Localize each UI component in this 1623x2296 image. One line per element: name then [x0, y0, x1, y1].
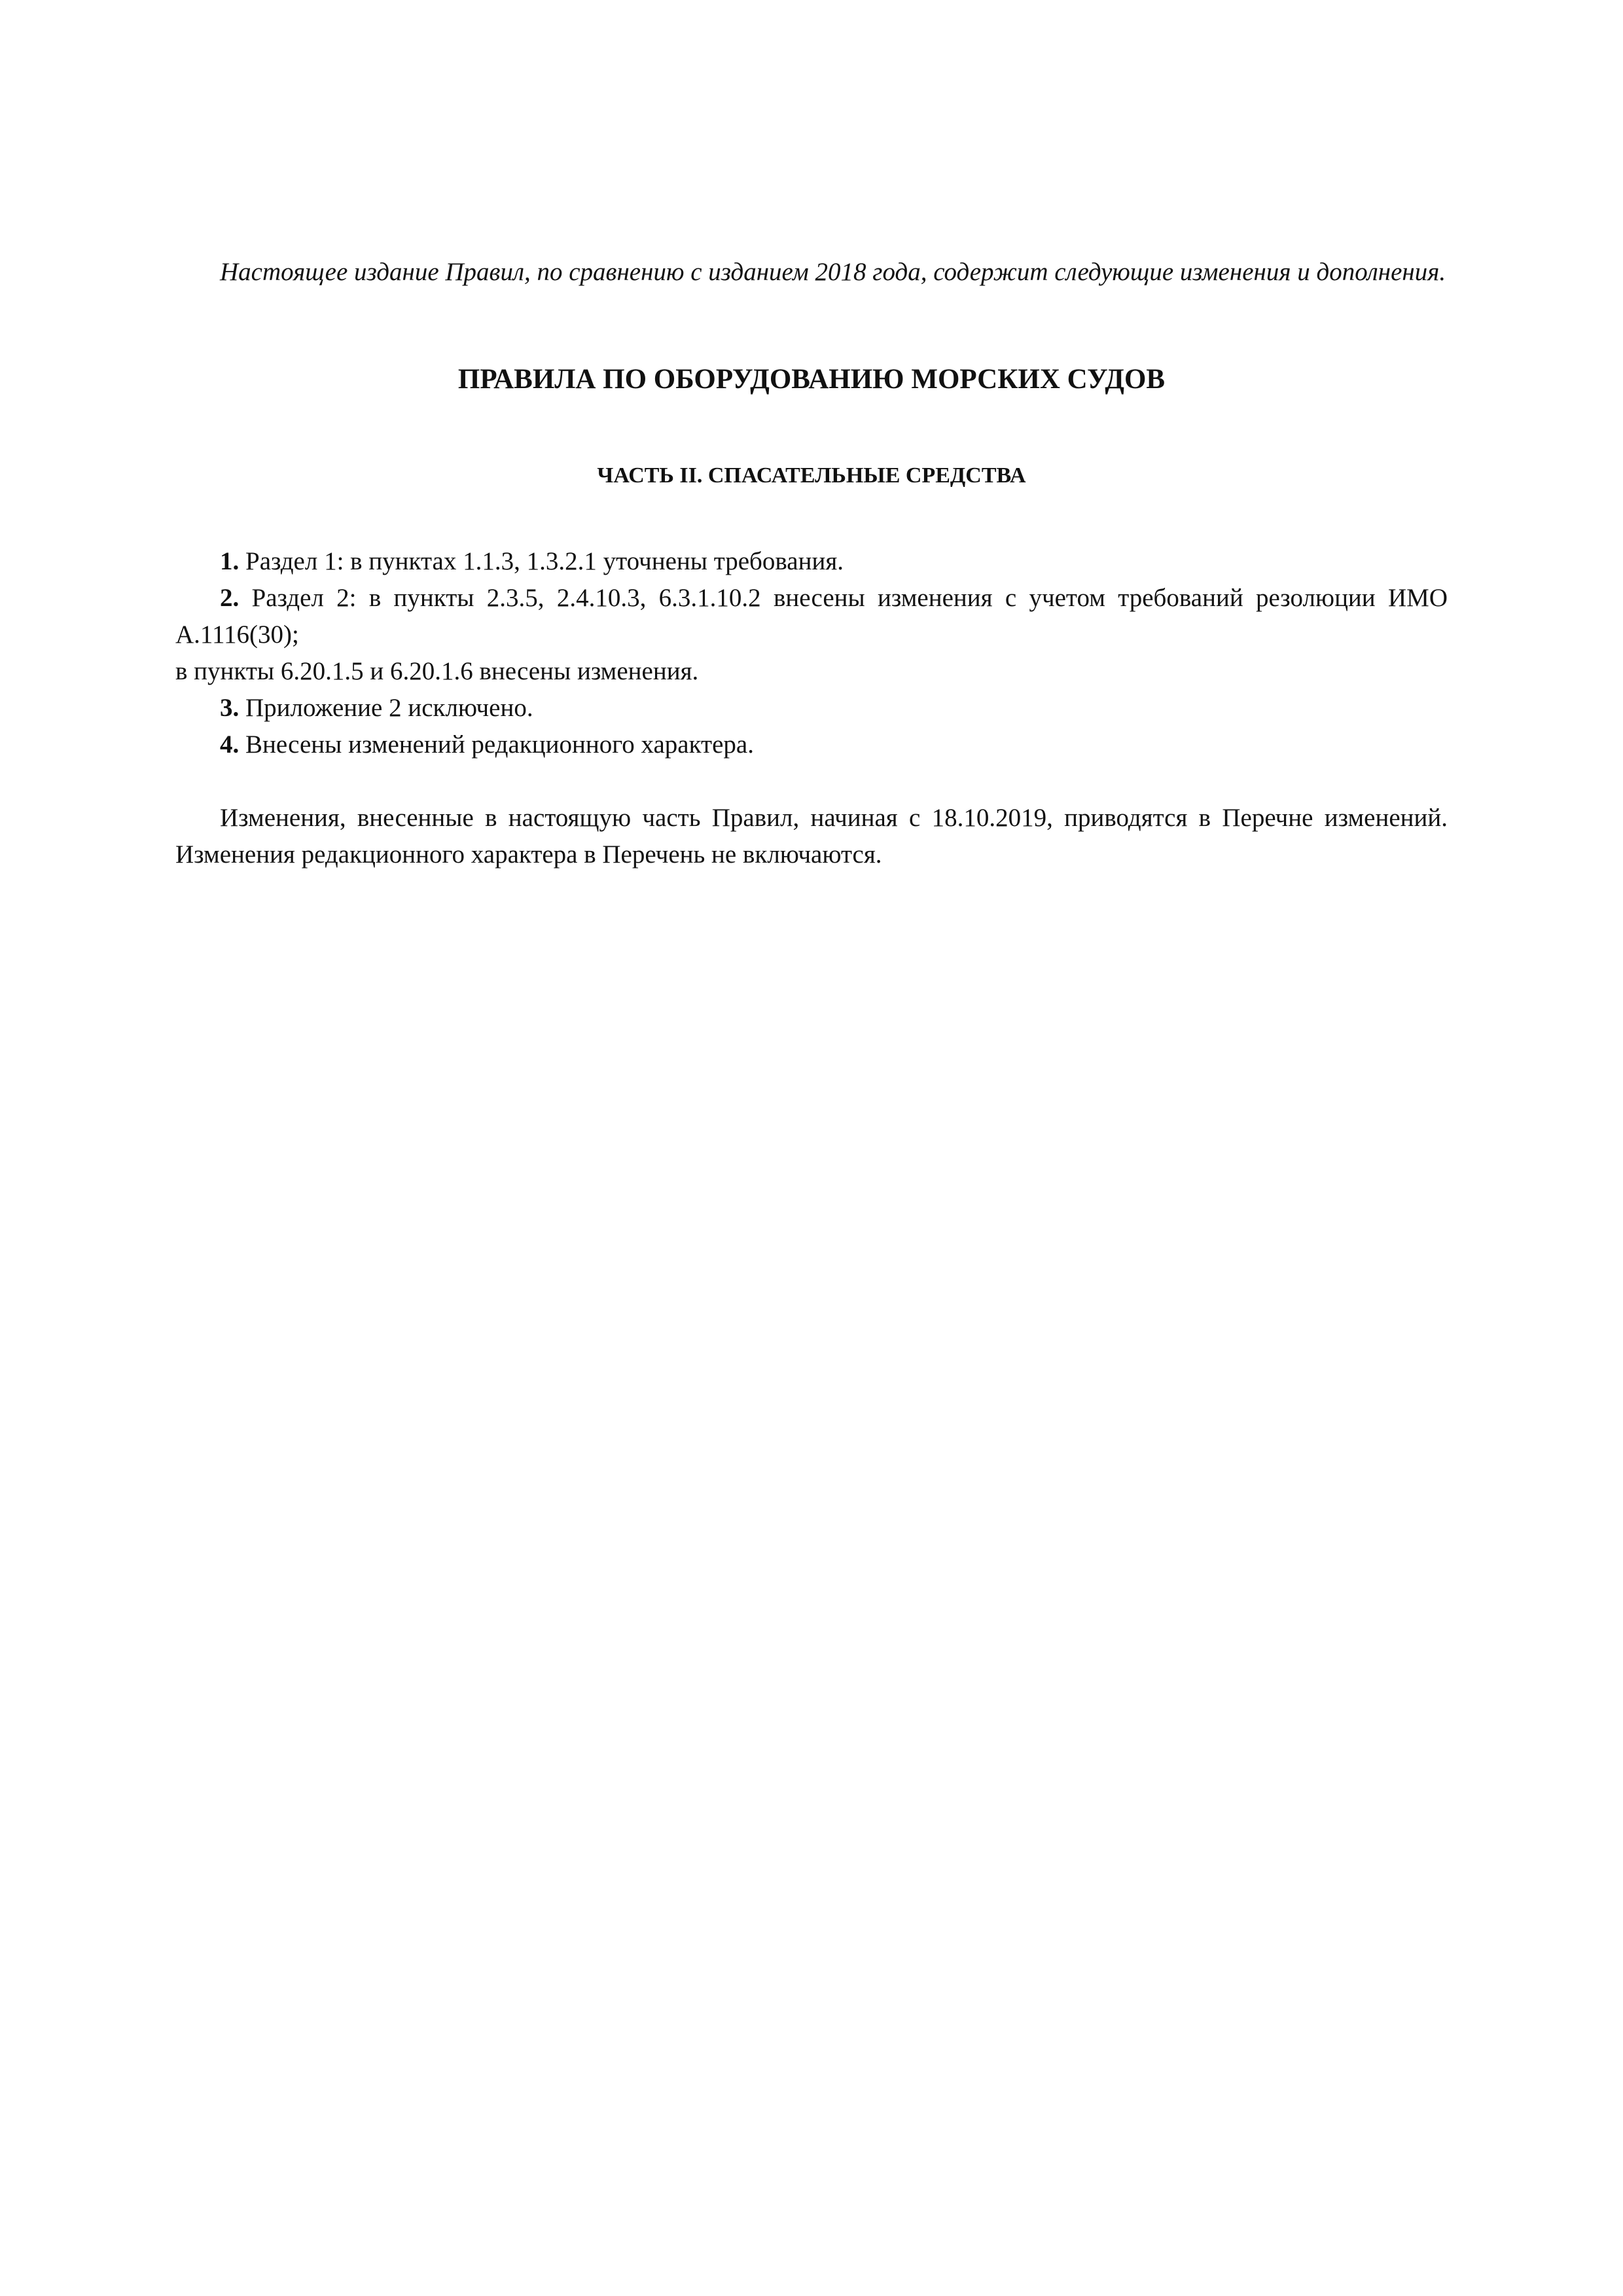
closing-paragraph: Изменения, внесенные в настоящую часть Правил, начиная с 18.10.2019, приводятся в Перечне изменений. Изменения редакционного характера в Перечень не включаются.: [175, 804, 1448, 869]
list-item-continuation: [175, 653, 1448, 690]
item-text: в пункты 6.20.1.5 и 6.20.1.6 внесены изменения.: [175, 657, 699, 685]
part-title: ЧАСТЬ II. СПАСАТЕЛЬНЫЕ СРЕДСТВА: [597, 463, 1026, 488]
list-item: [175, 543, 1448, 580]
changes-list: [175, 543, 1448, 763]
item-text: Внесены изменений редакционного характера.: [239, 730, 754, 759]
page-content: [175, 254, 1448, 873]
list-item: [175, 580, 1448, 653]
intro-paragraph: Настоящее издание Правил, по сравнению с изданием 2018 года, содержит следующие изменения и дополнения.: [220, 258, 1446, 286]
item-text: Раздел 1: в пунктах 1.1.3, 1.3.2.1 уточнены требования.: [239, 547, 844, 575]
item-number: 2.: [220, 584, 240, 612]
item-number: 3.: [220, 694, 240, 722]
rules-title: ПРАВИЛА ПО ОБОРУДОВАНИЮ МОРСКИХ СУДОВ: [457, 364, 1166, 395]
item-number: 4.: [220, 730, 240, 759]
item-text: Раздел 2: в пункты 2.3.5, 2.4.10.3, 6.3.1.10.2 внесены изменения с учетом требований резолюции ИМО А.1116(30);: [175, 584, 1448, 649]
item-number: 1.: [220, 547, 240, 575]
item-text: Приложение 2 исключено.: [239, 694, 533, 722]
list-item: [175, 726, 1448, 763]
list-item: [175, 690, 1448, 726]
